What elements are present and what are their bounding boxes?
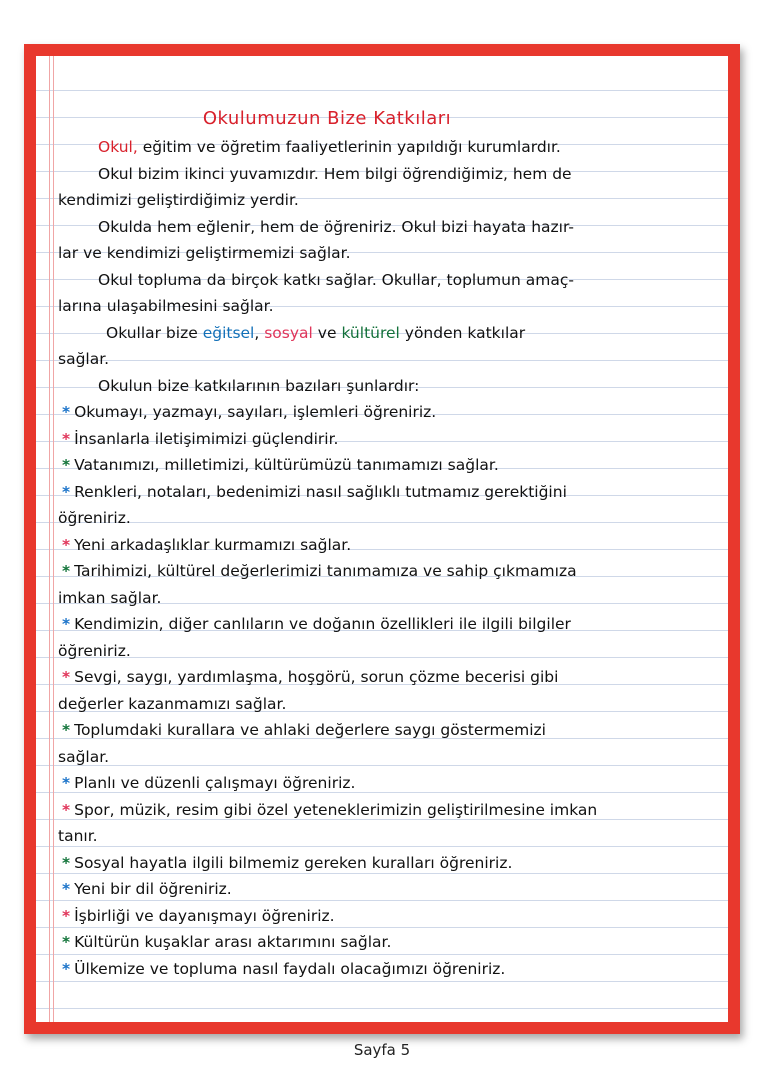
paragraph-2-line-1: Okul bizim ikinci yuvamızdır. Hem bilgi öğrendiğimiz, hem de	[98, 164, 572, 183]
list-item-text: Ülkemize ve topluma nasıl faydalı olacağımızı öğreniriz.	[74, 959, 506, 978]
asterisk-icon: *	[62, 668, 71, 686]
asterisk-icon: *	[62, 933, 71, 951]
p5-text-a: Okullar bize	[106, 323, 203, 342]
bullet-list	[58, 399, 720, 982]
paragraph-3-line-1: Okulda hem eğlenir, hem de öğreniriz. Okul bizi hayata hazır-	[98, 217, 574, 236]
list-item	[58, 532, 720, 559]
lined-paper	[36, 56, 728, 1022]
list-item	[58, 426, 720, 453]
list-item-text: İşbirliği ve dayanışmayı öğreniriz.	[74, 906, 335, 925]
list-item-text: Spor, müzik, resim gibi özel yeteneklerimizin geliştirilmesine imkan	[74, 800, 598, 819]
paragraph-5-line-2: sağlar.	[58, 350, 110, 368]
list-item	[58, 876, 720, 903]
list-item	[58, 770, 720, 797]
list-item	[58, 611, 720, 638]
list-item-text: Vatanımızı, milletimizi, kültürümüzü tanımamızı sağlar.	[74, 456, 499, 474]
list-item-continuation	[58, 505, 720, 532]
list-item-text: Okumayı, yazmayı, sayıları, işlemleri öğreniriz.	[74, 403, 437, 421]
asterisk-icon: *	[62, 853, 71, 872]
list-item-text: öğreniriz.	[58, 641, 131, 660]
list-item	[58, 399, 720, 426]
list-item-text: İnsanlarla iletişimimizi güçlendirir.	[74, 429, 339, 448]
list-item-text: Sevgi, saygı, yardımlaşma, hoşgörü, sorun çözme becerisi gibi	[74, 668, 559, 686]
page-title: Okulumuzun Bize Katkıları	[202, 108, 452, 129]
asterisk-icon: *	[62, 774, 71, 792]
list-item-text: Sosyal hayatla ilgili bilmemiz gereken kuralları öğreniriz.	[74, 853, 513, 872]
list-item-text: Renkleri, notaları, bedenimizi nasıl sağlıklı tutmamız gerektiğini	[74, 482, 567, 501]
list-item-text: Kültürün kuşaklar arası aktarımını sağlar.	[74, 933, 392, 951]
margin-line-2	[53, 56, 54, 1022]
asterisk-icon: *	[62, 482, 71, 501]
list-item	[58, 929, 720, 956]
p5-text-b: yönden katkılar	[399, 323, 526, 342]
asterisk-icon: *	[62, 906, 71, 925]
list-item	[58, 903, 720, 930]
list-item-text: Planlı ve düzenli çalışmayı öğreniriz.	[74, 774, 356, 792]
p5-comma: ,	[254, 323, 265, 342]
text-body	[58, 134, 720, 982]
egitsel-word: eğitsel	[202, 323, 255, 342]
list-item	[58, 956, 720, 983]
margin-line	[49, 56, 50, 1022]
list-item	[58, 479, 720, 506]
list-item-text: Tarihimizi, kültürel değerlerimizi tanımamıza ve sahip çıkmamıza	[74, 562, 577, 580]
list-item-text: sağlar.	[58, 747, 110, 766]
asterisk-icon: *	[62, 880, 71, 898]
asterisk-icon: *	[62, 456, 71, 474]
list-item	[58, 797, 720, 824]
p5-and: ve	[312, 323, 342, 342]
red-frame	[24, 44, 740, 1034]
paragraph-4-line-1: Okul topluma da birçok katkı sağlar. Okullar, toplumun amaç-	[98, 270, 574, 289]
paragraph-4-line-2: larına ulaşabilmesini sağlar.	[58, 297, 274, 315]
paragraph-2-line-2: kendimizi geliştirdiğimiz yerdir.	[58, 191, 299, 209]
paragraph-3-line-2: lar ve kendimizi geliştirmemizi sağlar.	[58, 244, 351, 262]
list-item-text: Toplumdaki kurallara ve ahlaki değerlere saygı göstermemizi	[74, 721, 546, 739]
list-item	[58, 664, 720, 691]
list-item-text: Yeni arkadaşlıklar kurmamızı sağlar.	[74, 535, 352, 554]
okul-keyword: Okul,	[98, 138, 138, 156]
paragraph-1	[58, 134, 720, 161]
list-item-continuation	[58, 823, 720, 850]
asterisk-icon: *	[62, 562, 71, 580]
list-item-text: imkan sağlar.	[58, 588, 162, 607]
paragraph-5-line-1	[58, 320, 720, 347]
list-item-text: değerler kazanmamızı sağlar.	[58, 694, 287, 713]
page-number: Sayfa 5	[353, 1041, 411, 1059]
list-item	[58, 717, 720, 744]
asterisk-icon: *	[62, 535, 71, 554]
asterisk-icon: *	[62, 403, 71, 421]
kulturel-word: kültürel	[341, 323, 400, 342]
paragraph-6: Okulun bize katkılarının bazıları şunlardır:	[98, 376, 420, 395]
asterisk-icon: *	[62, 721, 71, 739]
list-item	[58, 850, 720, 877]
list-item-continuation	[58, 585, 720, 612]
asterisk-icon: *	[62, 800, 71, 819]
list-item	[58, 452, 720, 479]
list-item-continuation	[58, 638, 720, 665]
list-item-text: tanır.	[58, 827, 98, 845]
asterisk-icon: *	[62, 429, 71, 448]
asterisk-icon: *	[62, 959, 71, 978]
list-item-continuation	[58, 691, 720, 718]
paragraph-1-text: eğitim ve öğretim faaliyetlerinin yapıldığı kurumlardır.	[137, 138, 561, 156]
list-item-text: Yeni bir dil öğreniriz.	[74, 880, 232, 898]
list-item	[58, 558, 720, 585]
list-item-continuation	[58, 744, 720, 771]
list-item-text: Kendimizin, diğer canlıların ve doğanın özellikleri ile ilgili bilgiler	[74, 615, 571, 633]
asterisk-icon: *	[62, 615, 71, 633]
list-item-text: öğreniriz.	[58, 509, 131, 527]
sosyal-word: sosyal	[264, 323, 313, 342]
